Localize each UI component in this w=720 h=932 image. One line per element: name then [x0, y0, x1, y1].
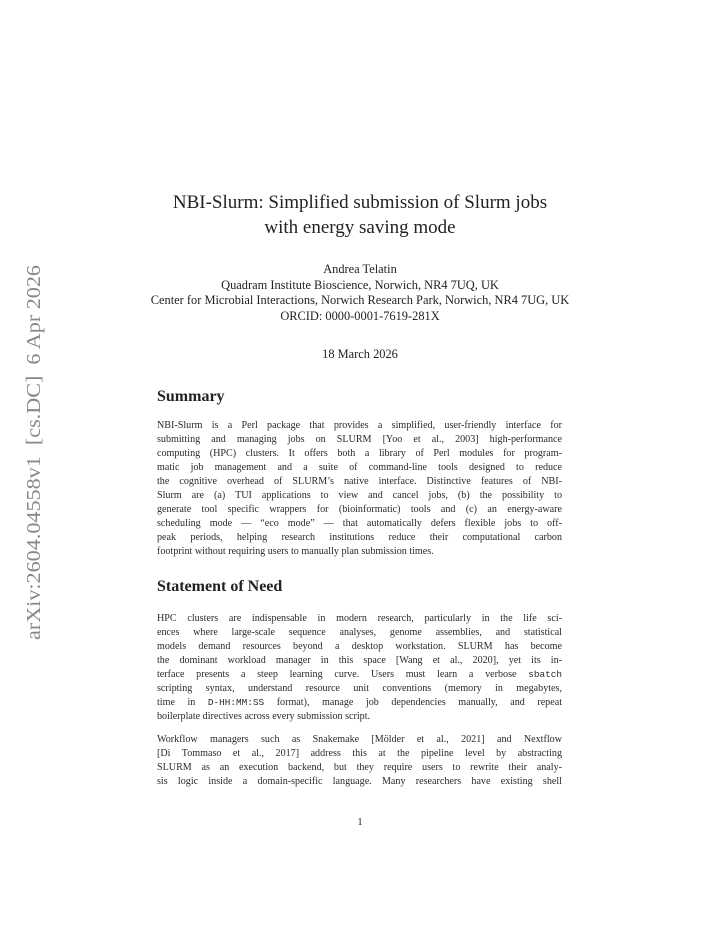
text-line: SLURM as an execution backend, but they require users to rewrite their analy-	[157, 762, 562, 773]
text-segment: format),	[276, 697, 310, 708]
paper-title	[150, 190, 570, 240]
text-segment: manage job dependencies manually, and repeat	[322, 697, 562, 708]
author-name: Andrea Telatin	[323, 262, 397, 276]
text-line: peak periods, helping research institutions reduce their computational carbon	[157, 532, 562, 543]
text-line: HPC clusters are indispensable in modern research, particularly in the life sci-	[157, 613, 562, 624]
inline-code: sbatch	[528, 669, 562, 680]
text-line: computing (HPC) clusters. It offers both a library of Perl modules for program-	[157, 448, 562, 459]
text-line: the dominant workload manager in this space [Wang et al., 2020], yet its in-	[157, 655, 562, 666]
author-affiliation: Quadram Institute Bioscience, Norwich, NR4 7UQ, UK	[221, 277, 499, 292]
text-line: [Di Tommaso et al., 2017] address this at the pipeline level by abstracting	[157, 748, 562, 759]
section-heading-statement-of-need: Statement of Need	[157, 578, 283, 595]
text-segment: terface presents a steep learning curve. Users must learn a verbose	[157, 669, 517, 680]
arxiv-identifier-stamp	[18, 265, 48, 640]
need-paragraph-1	[157, 612, 562, 724]
text-line-with-code	[157, 668, 562, 682]
text-line: scripting syntax, understand resource unit conventions (memory in megabytes,	[157, 683, 562, 694]
section-heading-summary: Summary	[157, 388, 225, 405]
text-line: scheduling mode — “eco mode” — that automatically defers flexible jobs to off-	[157, 518, 562, 529]
text-line: boilerplate directives across every submission script.	[157, 711, 371, 722]
need-paragraph-2	[157, 733, 562, 789]
inline-code: D-HH:MM:SS	[207, 697, 265, 708]
text-line: sis logic inside a domain-specific language. Many researchers have existing shell	[157, 776, 562, 787]
title-line: with energy saving mode	[264, 217, 456, 238]
author-block	[100, 262, 620, 324]
text-line: submitting and managing jobs on SLURM [Yoo et al., 2003] high-performance	[157, 434, 562, 445]
text-segment: time in	[157, 697, 196, 708]
summary-paragraph	[157, 419, 562, 559]
text-line: matic job management and a suite of command-line tools designed to reduce	[157, 462, 562, 473]
arxiv-identifier-text: arXiv:2604.04558v1 [cs.DC] 6 Apr 2026	[24, 309, 45, 640]
publication-date: 18 March 2026	[322, 347, 398, 361]
author-orcid: ORCID: 0000-0001-7619-281X	[280, 308, 440, 323]
text-line: generate tool specific wrappers for (bioinformatic) tools and (c) an energy-aware	[157, 504, 562, 515]
title-line: NBI-Slurm: Simplified submission of Slurm jobs	[172, 192, 548, 213]
text-line: footprint without requiring users to manually plan submission times.	[157, 546, 434, 557]
text-line: Slurm are (a) TUI applications to view and cancel jobs, (b) the possibility to	[157, 490, 562, 501]
author-affiliation: Center for Microbial Interactions, Norwich Research Park, Norwich, NR4 7UG, UK	[150, 293, 570, 307]
text-line: ences where large-scale sequence analyses, genome assemblies, and statistical	[157, 627, 562, 638]
text-line: NBI-Slurm is a Perl package that provides a simplified, user-friendly interface for	[157, 420, 562, 431]
text-line: the cognitive overhead of SLURM’s native interface. Distinctive features of NBI-	[157, 476, 562, 487]
text-line: Workflow managers such as Snakemake [Mölder et al., 2021] and Nextflow	[157, 734, 562, 745]
text-line-with-code	[157, 696, 562, 710]
text-line: models demand resources beyond a desktop workstation. SLURM has become	[157, 641, 562, 652]
page-number: 1	[357, 817, 363, 828]
